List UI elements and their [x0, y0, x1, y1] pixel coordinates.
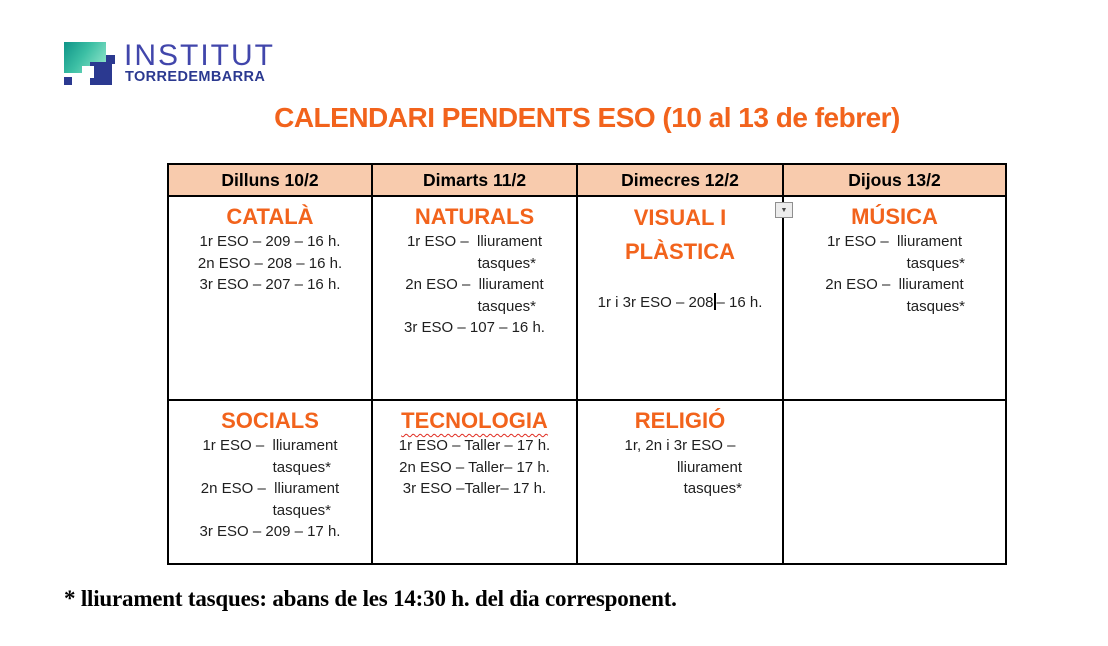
logo-small-square-right — [106, 55, 115, 64]
schedule-line: tasques* — [272, 501, 331, 519]
logo-small-square-left — [64, 77, 72, 85]
header-dijous: Dijous 13/2 — [784, 165, 1005, 197]
chevron-down-icon: ▼ — [780, 206, 788, 214]
header-dimarts: Dimarts 11/2 — [373, 165, 578, 197]
schedule-line: 2n ESO – lliurament — [405, 276, 544, 293]
schedule-line: tasques* — [683, 480, 742, 497]
cell-socials[interactable] — [169, 401, 373, 563]
spellcheck-underline: TECNOLOGIA — [401, 408, 548, 433]
schedule-line: 1r ESO – lliurament — [826, 233, 963, 250]
header-dilluns: Dilluns 10/2 — [169, 165, 373, 197]
text-cursor — [714, 293, 716, 310]
schedule-line: 3r ESO –Taller– 17 h. — [402, 480, 547, 497]
logo-notch — [82, 66, 94, 78]
subject-visual-plastica: VISUAL I PLÀSTICA — [625, 205, 735, 264]
schedule-line: 3r ESO – 207 – 16 h. — [199, 276, 341, 293]
subject-tecnologia — [373, 407, 576, 435]
schedule-line: tasques* — [477, 297, 536, 315]
schedule-line: 1r i 3r ESO – 208 – 16 h. — [597, 294, 763, 311]
table-dropdown-button[interactable] — [775, 202, 793, 218]
logo-subname: TORREDEMBARRA — [125, 69, 266, 85]
schedule-line: 2n ESO – lliurament — [825, 276, 964, 293]
schedule-line: 1r ESO – 209 – 16 h. — [199, 233, 341, 250]
schedule-line: 3r ESO – 209 – 17 h. — [199, 523, 341, 540]
calendar-table — [167, 163, 1007, 565]
cell-religio[interactable] — [578, 401, 784, 563]
cell-visual-plastica[interactable] — [578, 197, 784, 401]
cell-tecnologia[interactable] — [373, 401, 578, 563]
institut-torredembarra-logo — [0, 0, 300, 100]
schedule-line: 1r ESO – Taller – 17 h. — [398, 437, 551, 454]
page-title: CALENDARI PENDENTS ESO (10 al 13 de febrer) — [274, 102, 900, 133]
subject-religio: RELIGIÓ — [634, 408, 726, 433]
schedule-line: tasques* — [906, 254, 965, 272]
cell-naturals[interactable] — [373, 197, 578, 401]
subject-socials: SOCIALS — [221, 408, 319, 433]
schedule-line: 1r ESO – lliurament — [202, 437, 338, 454]
subject-naturals: NATURALS — [414, 204, 535, 229]
logo-name: INSTITUT — [124, 39, 275, 72]
schedule-line: 1r, 2n i 3r ESO – — [624, 437, 736, 454]
schedule-line: 2n ESO – 208 – 16 h. — [197, 254, 343, 272]
cell-catala[interactable] — [169, 197, 373, 401]
schedule-line: tasques* — [272, 458, 331, 476]
footnote: * lliurament tasques: abans de les 14:30 h. del dia corresponent. — [64, 586, 677, 611]
schedule-line: 2n ESO – Taller– 17 h. — [399, 458, 550, 476]
cell-empty[interactable] — [784, 401, 1005, 563]
schedule-line: 1r ESO – lliurament — [406, 233, 543, 250]
schedule-line: tasques* — [477, 254, 536, 272]
header-dimecres: Dimecres 12/2 — [578, 165, 784, 197]
cell-musica[interactable] — [784, 197, 1005, 401]
schedule-line: 3r ESO – 107 – 16 h. — [404, 319, 545, 336]
schedule-line: 2n ESO – lliurament — [200, 480, 340, 497]
schedule-line: lliurament — [676, 458, 742, 476]
subject-catala: CATALÀ — [226, 204, 314, 229]
schedule-line: tasques* — [906, 297, 965, 315]
subject-musica: MÚSICA — [851, 204, 938, 229]
